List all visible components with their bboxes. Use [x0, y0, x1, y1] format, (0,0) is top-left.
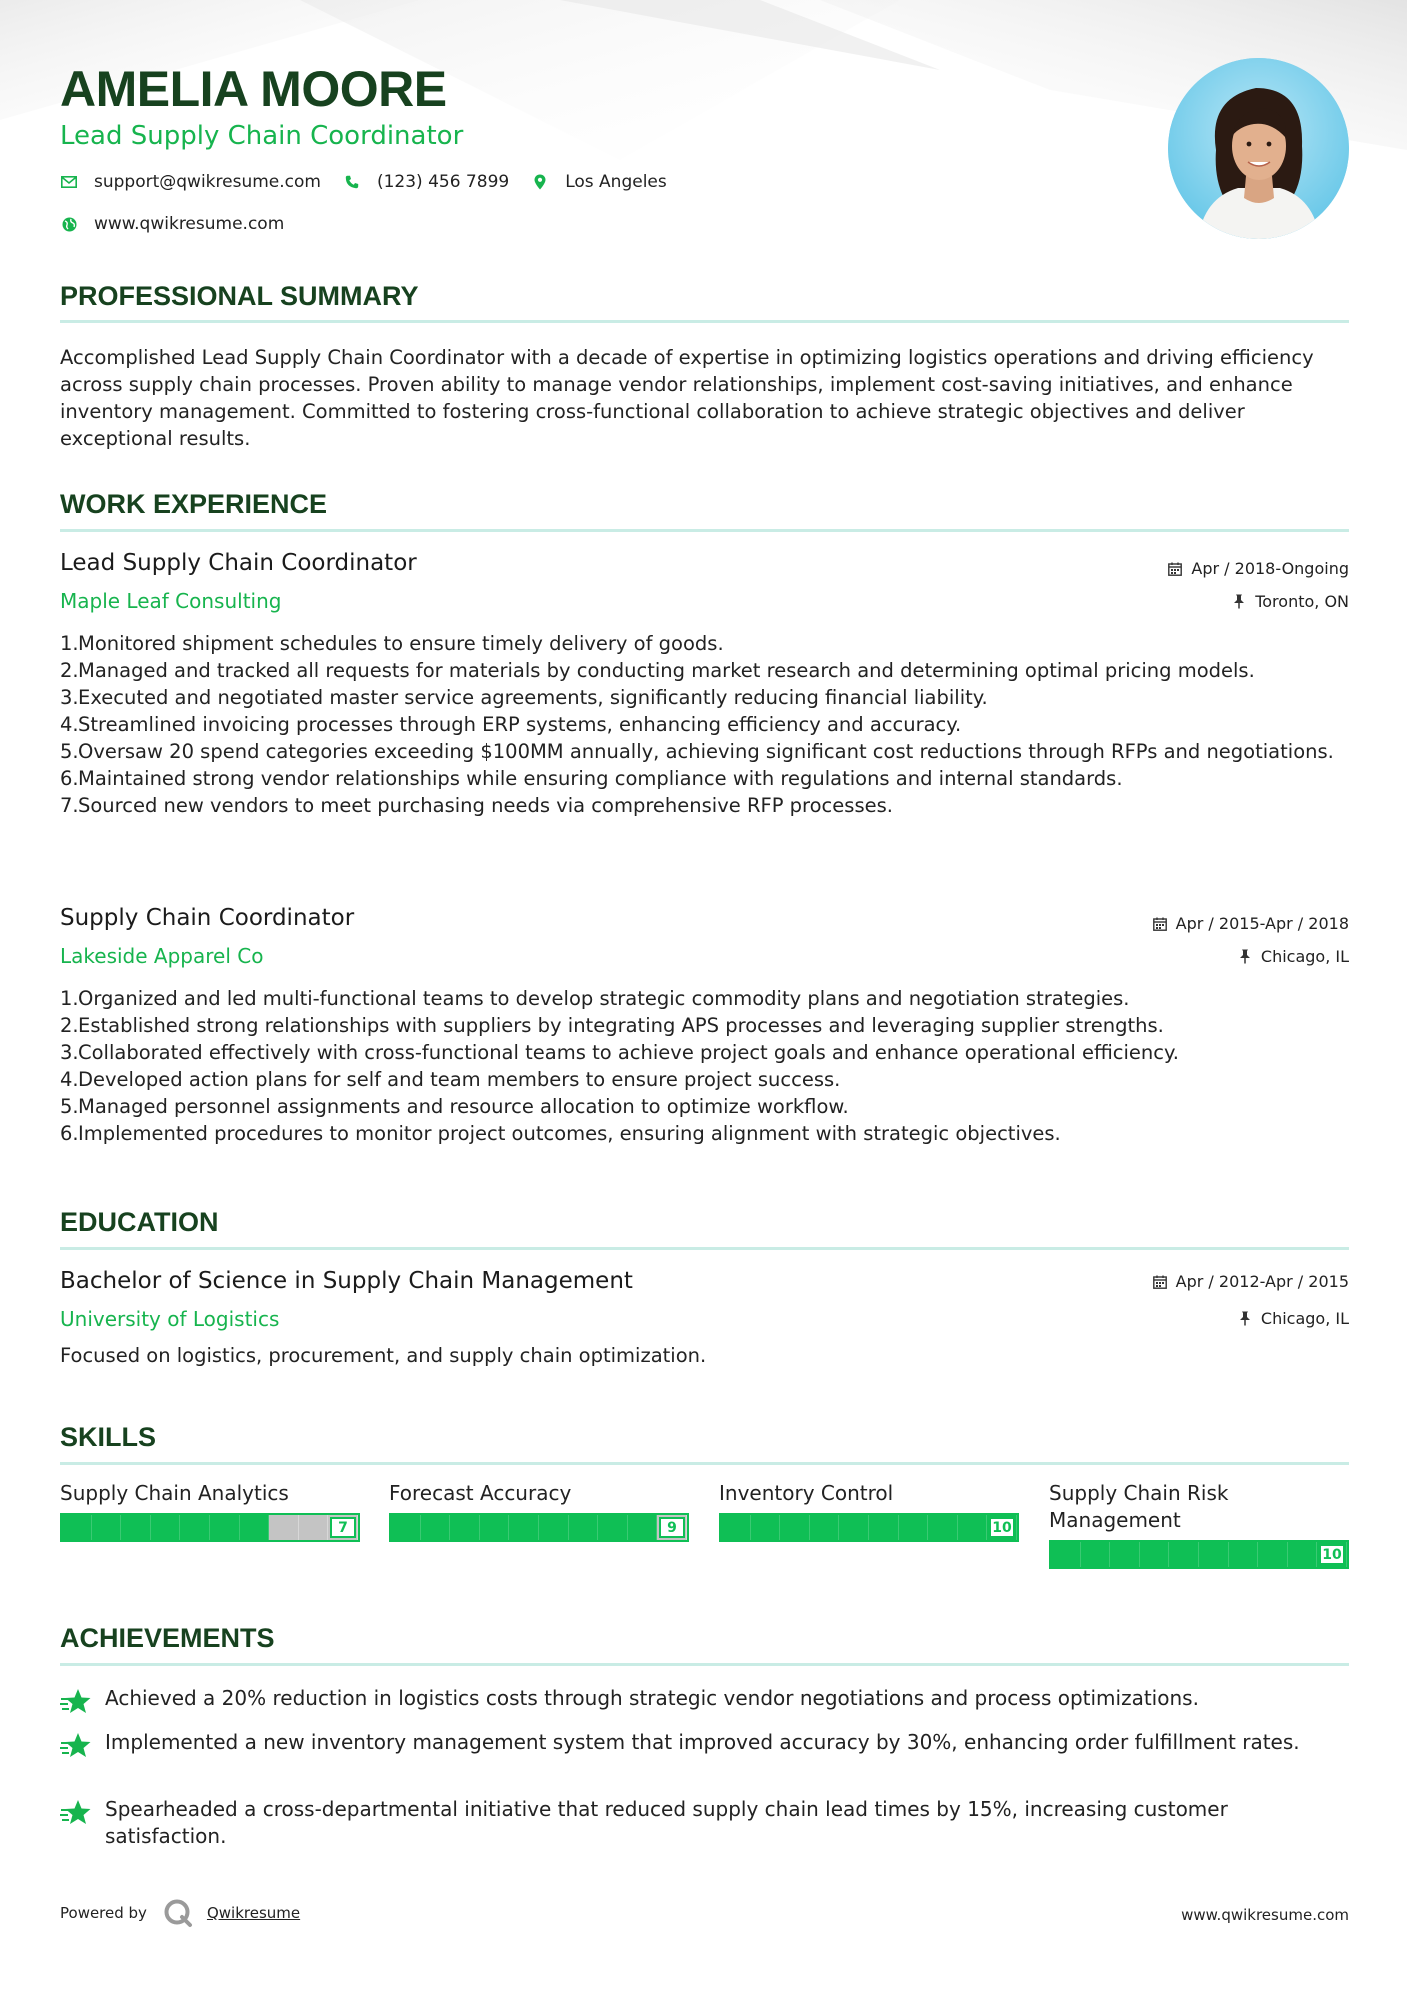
job-bullets	[60, 985, 1350, 1147]
skill-level-segment	[839, 1515, 869, 1540]
skill-level-segment	[810, 1515, 840, 1540]
job-company: Maple Leaf Consulting	[60, 589, 282, 613]
skills-divider	[60, 1462, 1349, 1465]
skill-level-segment	[1051, 1542, 1081, 1567]
experience-heading: WORK EXPERIENCE	[60, 489, 328, 519]
pushpin-icon	[1237, 1311, 1253, 1327]
education-dates-text: Apr / 2012-Apr / 2015	[1175, 1272, 1349, 1291]
list-item: 5. Managed personnel assignments and resource allocation to optimize workflow.	[60, 1095, 849, 1118]
envelope-icon	[60, 173, 78, 191]
skill-item	[719, 1480, 1019, 1542]
experience-divider	[60, 529, 1349, 532]
list-item: 2. Managed and tracked all requests for materials by conducting market research and determining optimal pricing models.	[60, 659, 1255, 682]
skill-name: Supply Chain Risk Management	[1049, 1481, 1229, 1532]
list-item: 1. Organized and led multi-functional teams to develop strategic commodity plans and negotiation strategies.	[60, 987, 1130, 1010]
school-name: University of Logistics	[60, 1307, 280, 1331]
footer-website[interactable]: www.qwikresume.com	[1181, 1906, 1349, 1924]
skill-level-segment	[628, 1515, 658, 1540]
star-badge-icon	[60, 1731, 92, 1761]
achievement-item	[60, 1729, 1350, 1761]
star-badge-icon	[60, 1687, 92, 1717]
candidate-name: AMELIA MOORE	[60, 61, 447, 117]
calendar-icon	[1152, 916, 1168, 932]
skill-level-segment	[240, 1515, 270, 1540]
skill-level-segment	[539, 1515, 569, 1540]
skill-level-segment	[299, 1515, 329, 1540]
list-item: 6. Maintained strong vendor relationships while ensuring compliance with regulations and internal standards.	[60, 767, 1123, 790]
star-badge-icon	[60, 1798, 92, 1828]
skill-level-segment	[1140, 1542, 1170, 1567]
contact-email[interactable]	[60, 172, 321, 192]
map-pin-icon	[531, 173, 549, 191]
list-item: 3. Executed and negotiated master service agreements, significantly reducing financial liability.	[60, 686, 988, 709]
skill-level-segment	[180, 1515, 210, 1540]
list-item: 7. Sourced new vendors to meet purchasing needs via comprehensive RFP processes.	[60, 794, 893, 817]
job-company: Lakeside Apparel Co	[60, 944, 264, 968]
skill-level-segment	[958, 1515, 988, 1540]
skill-item	[389, 1480, 689, 1542]
job-dates	[1152, 914, 1349, 933]
list-item: 6. Implemented procedures to monitor project outcomes, ensuring alignment with strategic objectives.	[60, 1122, 1061, 1145]
skill-level-segment	[62, 1515, 92, 1540]
skills-heading: SKILLS	[60, 1422, 157, 1452]
education-heading: EDUCATION	[60, 1207, 219, 1237]
job-dates-text: Apr / 2018-Ongoing	[1191, 559, 1349, 578]
contact-website[interactable]	[60, 214, 284, 234]
contact-row-web	[60, 214, 306, 234]
skill-level-segment	[869, 1515, 899, 1540]
skill-level-segment	[1199, 1542, 1229, 1567]
skill-level-segment	[598, 1515, 628, 1540]
email-text: support@qwikresume.com	[94, 172, 321, 192]
summary-heading: PROFESSIONAL SUMMARY	[60, 281, 419, 311]
skill-level-bar	[1049, 1540, 1349, 1569]
skill-level-segment	[1110, 1542, 1140, 1567]
job-location-text: Chicago, IL	[1260, 947, 1349, 966]
skill-level-segment	[391, 1515, 421, 1540]
skill-level-segment	[1258, 1542, 1288, 1567]
skill-level-segment	[780, 1515, 810, 1540]
skill-level-value: 10	[1319, 1544, 1345, 1565]
skill-level-segment	[1229, 1542, 1259, 1567]
job-dates-text: Apr / 2015-Apr / 2018	[1175, 914, 1349, 933]
skill-level-segment	[269, 1515, 299, 1540]
skill-level-bar	[719, 1513, 1019, 1542]
globe-icon	[60, 215, 78, 233]
education-dates	[1152, 1272, 1349, 1291]
job-location-text: Toronto, ON	[1255, 592, 1349, 611]
skill-level-bar	[60, 1513, 360, 1542]
job-location	[1231, 592, 1349, 611]
list-item: 4. Streamlined invoicing processes through ERP systems, enhancing efficiency and accuracy.	[60, 713, 962, 736]
contact-location	[531, 172, 667, 192]
pushpin-icon	[1237, 949, 1253, 965]
skill-level-bar	[389, 1513, 689, 1542]
summary-text: Accomplished Lead Supply Chain Coordinator with a decade of expertise in optimizing logistics operations and driving efficiency across supply chain processes. Proven ability to manage vendor relationships, implement cost-saving initiatives, and enhance inventory management. Committed to fostering cross-functional collaboration to achieve strategic objectives and deliver exceptional results.	[60, 346, 1314, 450]
skill-level-segment	[1288, 1542, 1318, 1567]
skill-level-segment	[569, 1515, 599, 1540]
powered-by-label: Powered by	[60, 1904, 147, 1922]
skill-name: Inventory Control	[719, 1481, 894, 1505]
achievement-item	[60, 1796, 1350, 1850]
job-title: Lead Supply Chain Coordinator	[60, 550, 417, 576]
skill-level-segment	[721, 1515, 751, 1540]
footer-powered-by	[60, 1898, 300, 1928]
job-bullets	[60, 630, 1350, 819]
phone-icon	[343, 173, 361, 191]
skill-name: Forecast Accuracy	[389, 1481, 572, 1505]
education-location-text: Chicago, IL	[1260, 1309, 1349, 1328]
skill-level-segment	[928, 1515, 958, 1540]
achievements-heading: ACHIEVEMENTS	[60, 1623, 275, 1653]
achievement-text: Achieved a 20% reduction in logistics costs through strategic vendor negotiations and process optimizations.	[105, 1686, 1199, 1710]
list-item: 3. Collaborated effectively with cross-functional teams to achieve project goals and enhance operational efficiency.	[60, 1041, 1179, 1064]
achievement-text: Spearheaded a cross-departmental initiative that reduced supply chain lead times by 15%, increasing customer satisfaction.	[105, 1797, 1228, 1848]
profile-photo	[1168, 58, 1349, 239]
skill-level-segment	[210, 1515, 240, 1540]
list-item: 5. Oversaw 20 spend categories exceeding $100MM annually, achieving significant cost reductions through RFPs and negotiations.	[60, 740, 1334, 763]
education-location	[1237, 1309, 1349, 1328]
achievement-item	[60, 1685, 1350, 1717]
skill-item	[1049, 1480, 1349, 1569]
list-item: 1. Monitored shipment schedules to ensure timely delivery of goods.	[60, 632, 724, 655]
job-title: Supply Chain Coordinator	[60, 905, 355, 931]
pushpin-icon	[1231, 594, 1247, 610]
phone-text: (123) 456 7899	[376, 172, 510, 192]
skill-level-segment	[509, 1515, 539, 1540]
skill-level-segment	[1169, 1542, 1199, 1567]
contact-row	[60, 172, 689, 192]
skill-level-segment	[121, 1515, 151, 1540]
list-item: 4. Developed action plans for self and team members to ensure project success.	[60, 1068, 841, 1091]
degree-title: Bachelor of Science in Supply Chain Management	[60, 1268, 633, 1294]
skill-level-value: 10	[989, 1517, 1015, 1538]
location-text: Los Angeles	[565, 172, 667, 192]
candidate-role: Lead Supply Chain Coordinator	[60, 121, 464, 151]
achievements-divider	[60, 1663, 1349, 1666]
skill-name: Supply Chain Analytics	[60, 1481, 289, 1505]
education-description: Focused on logistics, procurement, and supply chain optimization.	[60, 1344, 707, 1367]
skill-item	[60, 1480, 360, 1542]
skill-level-segment	[92, 1515, 122, 1540]
calendar-icon	[1152, 1274, 1168, 1290]
education-divider	[60, 1247, 1349, 1250]
skill-level-value: 7	[330, 1517, 356, 1538]
list-item: 2. Established strong relationships with suppliers by integrating APS processes and leveraging supplier strengths.	[60, 1014, 1164, 1037]
qwikresume-logo-icon	[163, 1898, 193, 1928]
skill-level-segment	[751, 1515, 781, 1540]
job-dates	[1167, 559, 1349, 578]
qwikresume-link[interactable]: Qwikresume	[206, 1904, 301, 1922]
skill-level-segment	[899, 1515, 929, 1540]
skill-level-value: 9	[659, 1517, 685, 1538]
skill-level-segment	[450, 1515, 480, 1540]
calendar-icon	[1167, 561, 1183, 577]
achievement-text: Implemented a new inventory management system that improved accuracy by 30%, enhancing order fulfillment rates.	[105, 1730, 1300, 1754]
contact-phone[interactable]	[343, 172, 509, 192]
website-text: www.qwikresume.com	[94, 214, 285, 234]
skill-level-segment	[1081, 1542, 1111, 1567]
job-location	[1237, 947, 1349, 966]
skill-level-segment	[421, 1515, 451, 1540]
summary-divider	[60, 320, 1349, 323]
skill-level-segment	[151, 1515, 181, 1540]
skill-level-segment	[480, 1515, 510, 1540]
